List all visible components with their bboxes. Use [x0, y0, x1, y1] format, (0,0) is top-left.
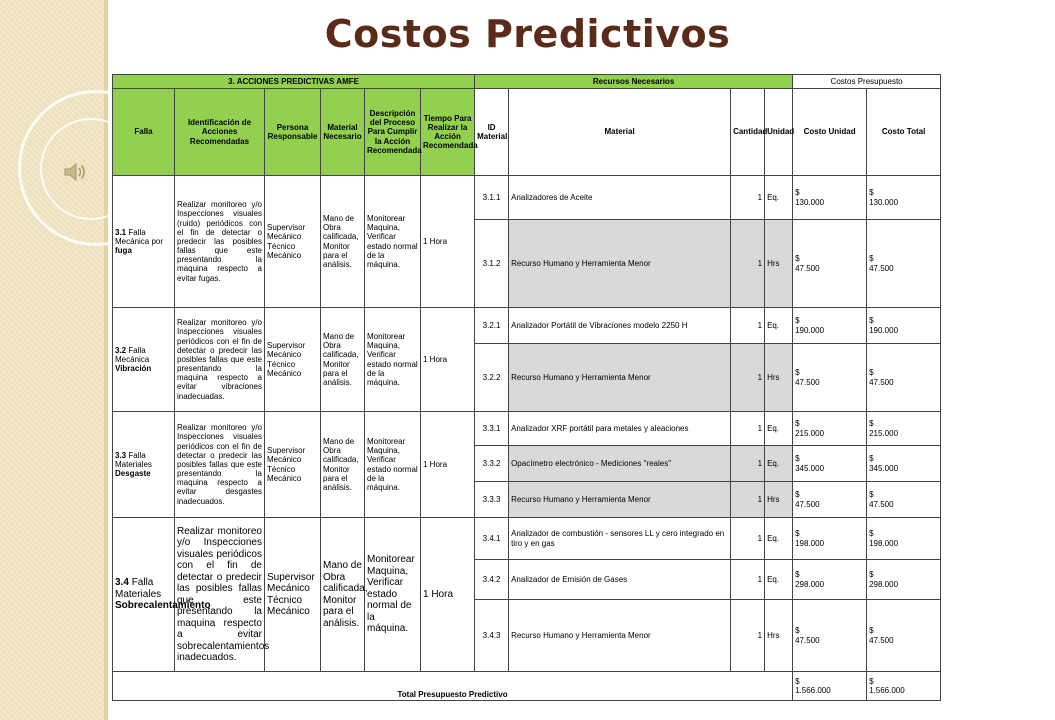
- currency-sign: $: [869, 316, 874, 326]
- amount: 298.000: [869, 579, 899, 589]
- item-costo-total: [867, 518, 941, 560]
- persona-cell: Supervisor Mecánico Técnico Mecánico: [265, 308, 321, 412]
- currency-sign: $: [869, 570, 874, 580]
- item-costo-total: [867, 308, 941, 344]
- item-unidad: Eq.: [765, 446, 793, 482]
- item-unidad: Eq.: [765, 176, 793, 220]
- item-costo-unidad: [793, 446, 867, 482]
- item-id: 3.3.3: [475, 482, 509, 518]
- item-costo-total: [867, 600, 941, 672]
- accion-cell: Realizar monitoreo y/o Inspecciones visuales periódicos con el fin de detectar o predecir las posibles fallas que este presentando la maquina respecto a evitar sobrecalentamientos inadecuados.: [175, 518, 265, 672]
- item-material: Analizador de combustión - sensores LL y cero integrado en tiro y en gas: [509, 518, 731, 560]
- item-cantidad: 1: [731, 308, 765, 344]
- item-costo-total: [867, 220, 941, 308]
- item-material: Analizador Portátil de Vibraciones modelo 2250 H: [509, 308, 731, 344]
- amount: 198.000: [795, 538, 825, 548]
- item-cantidad: 1: [731, 412, 765, 446]
- header-acciones-predictivas: 3. ACCIONES PREDICTIVAS AMFE: [113, 75, 475, 89]
- item-cantidad: 1: [731, 600, 765, 672]
- amount: 298.000: [795, 579, 825, 589]
- amount: 47.500: [795, 635, 820, 645]
- item-id: 3.3.2: [475, 446, 509, 482]
- falla-text: Falla Mecánica: [115, 345, 150, 364]
- currency-sign: $: [795, 676, 800, 686]
- header-falla: Falla: [113, 89, 175, 176]
- item-material: Opacímetro electrónico - Mediciones "reales": [509, 446, 731, 482]
- item-id: 3.4.3: [475, 600, 509, 672]
- descripcion-cell: Monitorear Maquina, Verificar estado normal de la máquina.: [365, 308, 421, 412]
- currency-sign: $: [795, 368, 800, 378]
- item-unidad: Hrs: [765, 600, 793, 672]
- currency-sign: $: [869, 188, 874, 198]
- persona-cell: Supervisor Mecánico Técnico Mecánico: [265, 412, 321, 518]
- item-id: 3.4.2: [475, 560, 509, 600]
- currency-sign: $: [869, 419, 874, 429]
- falla-bold: Vibración: [115, 364, 152, 374]
- speaker-icon[interactable]: [62, 160, 86, 184]
- currency-sign: $: [795, 529, 800, 539]
- header-tiempo: Tiempo Para Realizar la Acción Recomendada: [421, 89, 475, 176]
- falla-number: 3.1: [115, 227, 127, 237]
- amount: 47.500: [869, 499, 894, 509]
- item-costo-unidad: [793, 600, 867, 672]
- amount: 345.000: [869, 463, 899, 473]
- accion-cell: Realizar monitoreo y/o Inspecciones visuales periódicos con el fin de detectar o predecir las posibles fallas que este presentando la maquina respecto a evitar vibraciones inadecuadas.: [175, 308, 265, 412]
- item-unidad: Eq.: [765, 518, 793, 560]
- item-id: 3.2.2: [475, 344, 509, 412]
- falla-cell: [113, 176, 175, 308]
- amount: 1.566.000: [795, 686, 831, 695]
- item-cantidad: 1: [731, 220, 765, 308]
- header-costo-total: Costo Total: [867, 89, 941, 176]
- header-material: Material: [509, 89, 731, 176]
- item-costo-unidad: [793, 344, 867, 412]
- item-material: Analizador de Emisión de Gases: [509, 560, 731, 600]
- amount: 130.000: [869, 197, 899, 207]
- item-unidad: Eq.: [765, 560, 793, 600]
- amount: 215.000: [795, 428, 825, 438]
- item-costo-unidad: [793, 176, 867, 220]
- falla-text: Falla Materiales: [115, 450, 152, 469]
- amount: 47.500: [869, 263, 894, 273]
- item-cantidad: 1: [731, 518, 765, 560]
- item-material: Recurso Humano y Herramienta Menor: [509, 600, 731, 672]
- currency-sign: $: [795, 188, 800, 198]
- accion-cell: Realizar monitoreo y/o Inspecciones visuales (ruido) periódicos con el fin de detectar o predecir las posibles fallas que este presentando la maquina respecto a evitar fugas.: [175, 176, 265, 308]
- item-costo-total: [867, 176, 941, 220]
- header-material-necesario: Material Necesario: [321, 89, 365, 176]
- amount: 190.000: [795, 325, 825, 335]
- tiempo-cell: 1 Hora: [421, 176, 475, 308]
- total-costo-total: [867, 672, 941, 701]
- item-unidad: Hrs: [765, 220, 793, 308]
- amount: 190.000: [869, 325, 899, 335]
- falla-bold: Desgaste: [115, 469, 151, 479]
- currency-sign: $: [795, 254, 800, 264]
- falla-bold: fuga: [115, 246, 132, 256]
- header-descripcion: Descripción del Proceso Para Cumplir la Acción Recomendada: [365, 89, 421, 176]
- item-cantidad: 1: [731, 344, 765, 412]
- tiempo-cell: 1 Hora: [421, 308, 475, 412]
- item-material: Recurso Humano y Herramienta Menor: [509, 220, 731, 308]
- item-cantidad: 1: [731, 482, 765, 518]
- header-cantidad: Cantidad: [731, 89, 765, 176]
- falla-cell: [113, 518, 211, 672]
- amount: 1.566.000: [869, 686, 905, 695]
- accion-cell: Realizar monitoreo y/o Inspecciones visuales periódicos con el fin de detectar o predecir las posibles fallas que este presentando la maquina respecto a evitar desgastes inadecuados.: [175, 412, 265, 518]
- item-unidad: Hrs: [765, 482, 793, 518]
- item-costo-unidad: [793, 518, 867, 560]
- material-necesario-cell: Mano de Obra calificada, Monitor para el análisis.: [321, 308, 365, 412]
- item-unidad: Eq.: [765, 412, 793, 446]
- item-id: 3.1.2: [475, 220, 509, 308]
- item-material: Recurso Humano y Herramienta Menor: [509, 344, 731, 412]
- falla-text: Falla Materiales: [115, 577, 162, 600]
- item-costo-total: [867, 560, 941, 600]
- currency-sign: $: [869, 529, 874, 539]
- predictive-costs-table: [112, 74, 941, 701]
- amount: 215.000: [869, 428, 899, 438]
- item-cantidad: 1: [731, 176, 765, 220]
- falla-cell: [113, 412, 175, 518]
- currency-sign: $: [869, 490, 874, 500]
- amount: 47.500: [795, 499, 820, 509]
- descripcion-cell: Monitorear Maquina, Verificar estado normal de la máquina.: [365, 518, 421, 672]
- currency-sign: $: [795, 419, 800, 429]
- currency-sign: $: [869, 626, 874, 636]
- amount: 198.000: [869, 538, 899, 548]
- material-necesario-cell: Mano de Obra calificada, Monitor para el análisis.: [321, 518, 365, 672]
- header-identificacion: Identificación de Acciones Recomendadas: [175, 89, 265, 176]
- header-costos-presupuesto: Costos Presupuesto: [793, 75, 941, 89]
- amount: 47.500: [795, 263, 820, 273]
- slide-title: Costos Predictivos: [324, 12, 731, 56]
- item-material: Recurso Humano y Herramienta Menor: [509, 482, 731, 518]
- persona-cell: Supervisor Mecánico Técnico Mecánico: [265, 518, 321, 672]
- currency-sign: $: [869, 454, 874, 464]
- tiempo-cell: 1 Hora: [421, 412, 475, 518]
- currency-sign: $: [795, 626, 800, 636]
- tiempo-cell: 1 Hora: [421, 518, 475, 672]
- falla-bold: Sobrecalentamiento: [115, 600, 211, 612]
- item-costo-total: [867, 482, 941, 518]
- item-id: 3.1.1: [475, 176, 509, 220]
- currency-sign: $: [795, 570, 800, 580]
- header-persona: Persona Responsable: [265, 89, 321, 176]
- amount: 345.000: [795, 463, 825, 473]
- item-costo-unidad: [793, 560, 867, 600]
- item-cantidad: 1: [731, 446, 765, 482]
- descripcion-cell: Monitorear Maquina, Verificar estado normal de la máquina.: [365, 176, 421, 308]
- amount: 47.500: [795, 377, 820, 387]
- header-id-material: ID Material: [475, 89, 509, 176]
- currency-sign: $: [795, 316, 800, 326]
- item-unidad: Hrs: [765, 344, 793, 412]
- persona-cell: Supervisor Mecánico Técnico Mecánico: [265, 176, 321, 308]
- falla-number: 3.2: [115, 345, 127, 355]
- total-label: Total Presupuesto Predictivo: [113, 672, 793, 701]
- item-costo-total: [867, 344, 941, 412]
- falla-cell: [113, 308, 175, 412]
- material-necesario-cell: Mano de Obra calificada, Monitor para el análisis.: [321, 176, 365, 308]
- header-recursos-necesarios: Recursos Necesarios: [475, 75, 793, 89]
- falla-number: 3.4: [115, 577, 129, 589]
- item-id: 3.4.1: [475, 518, 509, 560]
- currency-sign: $: [795, 490, 800, 500]
- item-costo-unidad: [793, 220, 867, 308]
- item-material: Analizadores de Aceite: [509, 176, 731, 220]
- descripcion-cell: Monitorear Maquina, Verificar estado normal de la máquina.: [365, 412, 421, 518]
- currency-sign: $: [795, 454, 800, 464]
- item-id: 3.3.1: [475, 412, 509, 446]
- header-unidad: Unidad: [765, 89, 793, 176]
- material-necesario-cell: Mano de Obra calificada, Monitor para el análisis.: [321, 412, 365, 518]
- amount: 47.500: [869, 635, 894, 645]
- item-costo-total: [867, 412, 941, 446]
- item-costo-unidad: [793, 482, 867, 518]
- item-costo-unidad: [793, 308, 867, 344]
- amount: 47.500: [869, 377, 894, 387]
- item-material: Analizador XRF portátil para metales y aleaciones: [509, 412, 731, 446]
- total-costo-unidad: [793, 672, 867, 701]
- currency-sign: $: [869, 368, 874, 378]
- item-costo-unidad: [793, 412, 867, 446]
- currency-sign: $: [869, 254, 874, 264]
- currency-sign: $: [869, 676, 874, 686]
- amount: 130.000: [795, 197, 825, 207]
- falla-number: 3.3: [115, 450, 127, 460]
- item-costo-total: [867, 446, 941, 482]
- item-cantidad: 1: [731, 560, 765, 600]
- header-costo-unidad: Costo Unidad: [793, 89, 867, 176]
- item-id: 3.2.1: [475, 308, 509, 344]
- falla-text: Falla Mecánica por: [115, 227, 164, 246]
- item-unidad: Eq.: [765, 308, 793, 344]
